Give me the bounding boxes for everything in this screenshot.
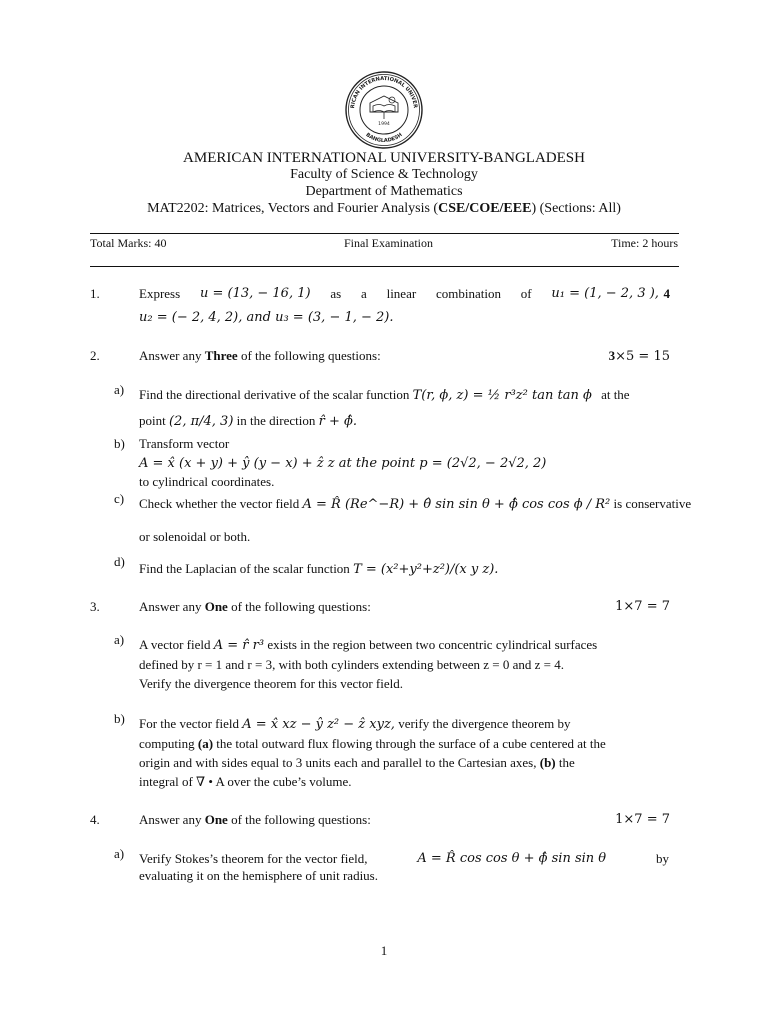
part-label: a) bbox=[114, 382, 125, 397]
question-marks bbox=[664, 286, 671, 302]
question-1-line-1 bbox=[139, 286, 659, 302]
q3b-line-4: integral of ∇ • A over the cube’s volume. bbox=[139, 774, 352, 789]
q2b-line-1: Transform vector bbox=[139, 436, 230, 451]
q3b-line3-post: the bbox=[555, 755, 575, 770]
instruction-suffix: of the following questions: bbox=[237, 348, 381, 363]
q2d-function: T = (x²+y²+z²)/(x y z). bbox=[353, 562, 499, 577]
university-name: AMERICAN INTERNATIONAL UNIVERSITY-BANGLADESH bbox=[183, 150, 585, 166]
marks-rest: ×5 = 15 bbox=[615, 349, 670, 364]
q3b-part-a-marker: (a) bbox=[197, 736, 214, 751]
q2a-function: T(r, ϕ, z) = ½ r³z² tan tan ϕ bbox=[412, 388, 592, 403]
faculty-name: Faculty of Science & Technology bbox=[290, 167, 478, 182]
course-programs: CSE/COE/EEE bbox=[438, 201, 532, 216]
instruction-suffix: of the following questions: bbox=[227, 599, 371, 614]
logo-year: 1994 bbox=[378, 122, 390, 127]
q3b-tail: verify the divergence theorem by bbox=[398, 716, 571, 731]
q4a-vector: A = R̂ cos cos θ + ϕ̂ sin sin θ bbox=[417, 851, 607, 866]
q3a-line-3: Verify the divergence theorem for this vector field. bbox=[139, 676, 403, 691]
instruction-prefix: Answer any bbox=[139, 599, 205, 614]
q2a-line-1 bbox=[139, 387, 669, 403]
exam-type: Final Examination bbox=[344, 236, 433, 250]
q3a-tail: exists in the region between two concentric cylindrical surfaces bbox=[267, 637, 598, 652]
q2a-direction: r̂ + ϕ̂. bbox=[318, 414, 357, 429]
total-marks: Total Marks: 40 bbox=[90, 236, 167, 250]
instruction-count: One bbox=[204, 812, 228, 827]
header-rule-top bbox=[90, 233, 679, 234]
q3a-line-2: defined by r = 1 and r = 3, with both cylinders extending between z = 0 and z = 4. bbox=[139, 657, 564, 672]
q3b-vector: A = x̂ xz − ŷ z² − ẑ xyz, bbox=[242, 717, 395, 732]
q3b-line-3 bbox=[139, 755, 575, 771]
part-label: a) bbox=[114, 632, 125, 647]
q4a-line-2: evaluating it on the hemisphere of unit radius. bbox=[139, 868, 378, 883]
course-title bbox=[0, 201, 768, 217]
part-label: b) bbox=[114, 711, 125, 726]
part-label: d) bbox=[114, 554, 125, 569]
instruction-prefix: Answer any bbox=[139, 812, 205, 827]
q2c-text: Check whether the vector field bbox=[139, 496, 300, 511]
q2a-text: Find the directional derivative of the scalar function bbox=[139, 387, 410, 402]
q4a-line-1 bbox=[139, 851, 669, 867]
q3b-line3-pre: origin and with sides equal to 3 units each and parallel to the Cartesian axes, bbox=[139, 755, 540, 770]
department-name: Department of Mathematics bbox=[305, 184, 463, 199]
course-suffix: ) (Sections: All) bbox=[531, 201, 621, 216]
q4a-tail: by bbox=[656, 851, 669, 866]
instruction-count: Three bbox=[204, 348, 238, 363]
q1-word: combination bbox=[435, 286, 501, 301]
university-seal-icon bbox=[344, 70, 424, 150]
q1-word: of bbox=[520, 286, 532, 301]
q2c-line-1 bbox=[139, 496, 691, 512]
q3b-line2-post: the total outward flux flowing through the surface of a cube centered at the bbox=[213, 736, 606, 751]
marks-value: 4 bbox=[663, 286, 670, 301]
q3b-part-b-marker: (b) bbox=[539, 755, 556, 770]
part-label: b) bbox=[114, 436, 125, 451]
instruction-count: One bbox=[204, 599, 228, 614]
question-1-line-2: u₂ = (− 2, 4, 2), and u₃ = (3, − 1, − 2). bbox=[139, 310, 394, 325]
q2a-tail: at the bbox=[601, 387, 630, 402]
q3b-line2-pre: computing bbox=[139, 736, 198, 751]
q2a-point-label: point bbox=[139, 413, 166, 428]
question-instruction bbox=[139, 348, 381, 364]
question-number: 4. bbox=[90, 812, 100, 827]
q2b-line-3: to cylindrical coordinates. bbox=[139, 474, 275, 489]
q2c-vector: A = R̂ (Re^−R) + θ̂ sin sin θ + ϕ̂ cos cos ϕ / R² bbox=[302, 497, 611, 512]
q2b-vector: A = x̂ (x + y) + ŷ (y − x) + ẑ z at the point p = (2√2, − 2√2, 2) bbox=[139, 456, 547, 471]
question-number: 3. bbox=[90, 599, 100, 614]
instruction-prefix: Answer any bbox=[139, 348, 205, 363]
logo-ring-top-text: RICAN INTERNATIONAL UNIVER bbox=[349, 75, 418, 109]
q1-word: linear bbox=[386, 286, 417, 301]
question-number: 2. bbox=[90, 348, 100, 363]
q4a-text: Verify Stokes’s theorem for the vector field, bbox=[139, 851, 368, 866]
q2a-point: (2, π/4, 3) bbox=[168, 414, 234, 429]
question-instruction bbox=[139, 812, 371, 828]
q2c-line-2: or solenoidal or both. bbox=[139, 529, 251, 544]
q3b-text: For the vector field bbox=[139, 716, 239, 731]
q1-word: as bbox=[330, 286, 342, 301]
q2a-line-2 bbox=[139, 413, 357, 429]
question-instruction bbox=[139, 599, 371, 615]
marks-bold: 3 bbox=[608, 348, 616, 363]
course-prefix: MAT2202: Matrices, Vectors and Fourier Analysis ( bbox=[147, 201, 439, 216]
question-marks: 1×7 = 7 bbox=[615, 812, 670, 827]
instruction-suffix: of the following questions: bbox=[227, 812, 371, 827]
q3b-line-2 bbox=[139, 736, 606, 752]
q1-vector-u: u = (13, − 16, 1) bbox=[199, 286, 311, 301]
exam-time: Time: 2 hours bbox=[611, 236, 678, 250]
q2d-line-1 bbox=[139, 561, 498, 577]
q3a-line-1 bbox=[139, 637, 597, 653]
question-number: 1. bbox=[90, 286, 100, 301]
part-label: a) bbox=[114, 846, 125, 861]
part-label: c) bbox=[114, 491, 125, 506]
q1-word: a bbox=[361, 286, 367, 301]
q2d-text: Find the Laplacian of the scalar function bbox=[139, 561, 350, 576]
header-rule-bottom bbox=[90, 266, 679, 267]
q2c-tail: is conservative bbox=[613, 496, 692, 511]
page-number: 1 bbox=[380, 943, 388, 958]
q2a-direction-label: in the direction bbox=[236, 413, 316, 428]
question-marks bbox=[609, 348, 670, 364]
q1-word: Express bbox=[139, 286, 181, 301]
question-marks: 1×7 = 7 bbox=[615, 599, 670, 614]
q1-vector-u1: u₁ = (1, − 2, 3 ), bbox=[551, 286, 659, 301]
q3a-text: A vector field bbox=[139, 637, 211, 652]
university-logo bbox=[344, 70, 424, 150]
q3a-vector: A = r̂ r³ bbox=[213, 638, 265, 653]
logo-ring-bottom-text: BANGLADESH bbox=[364, 132, 404, 145]
q3b-line-1 bbox=[139, 716, 571, 732]
